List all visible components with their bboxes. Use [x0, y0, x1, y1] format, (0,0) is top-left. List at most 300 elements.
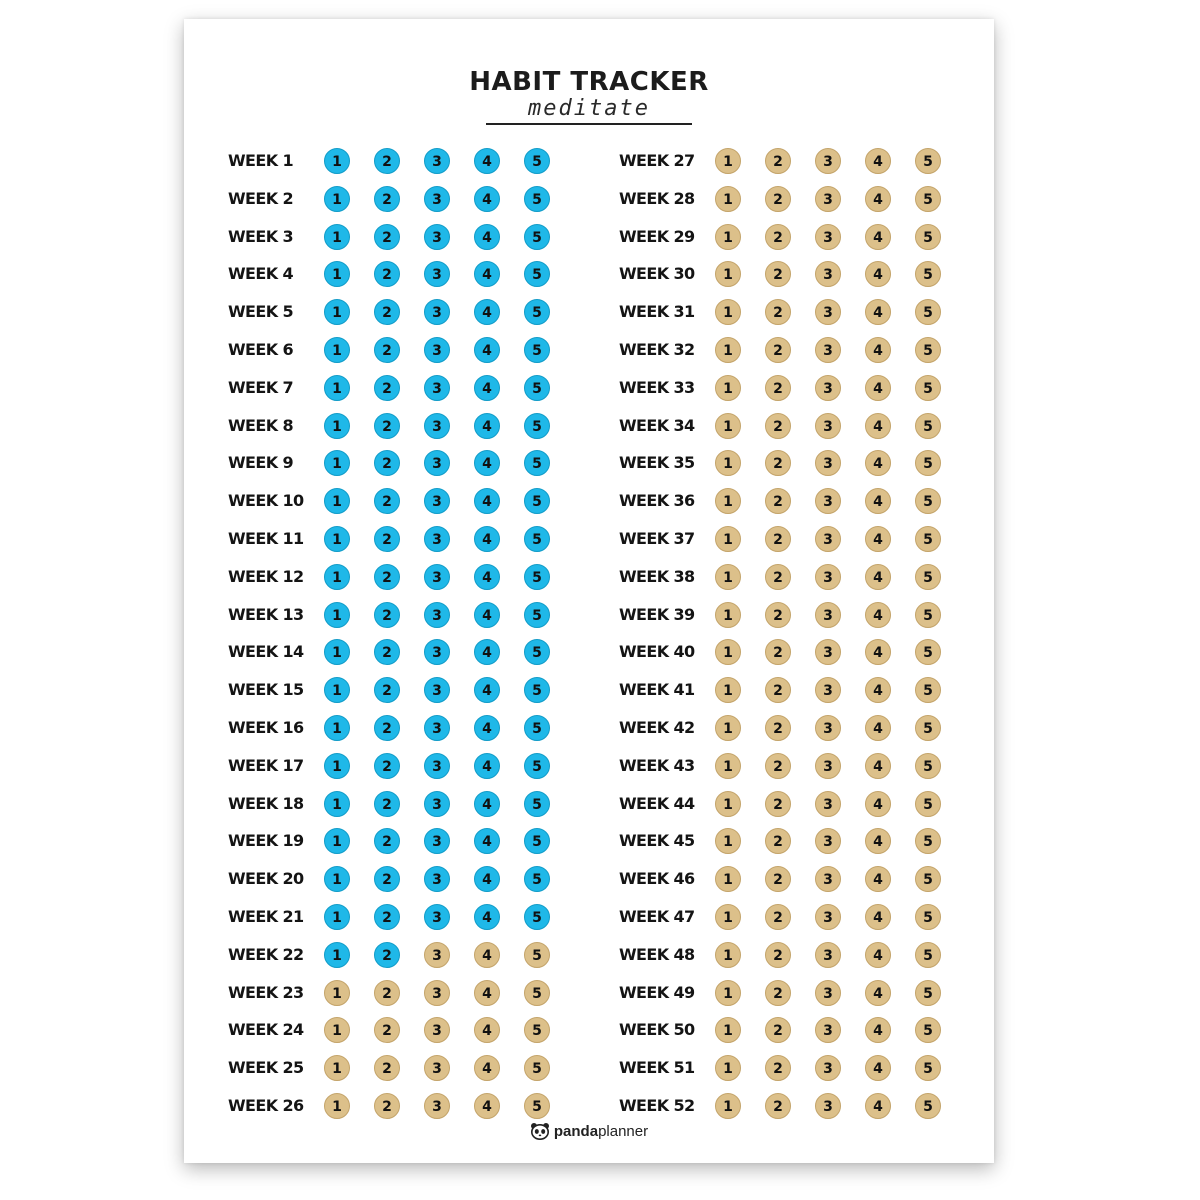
day-circle-completed[interactable]: 1 [324, 942, 350, 968]
day-circle-completed[interactable]: 2 [374, 564, 400, 590]
day-circle-pending[interactable]: 2 [765, 602, 791, 628]
week-row [619, 600, 959, 630]
day-circle-pending[interactable]: 4 [865, 866, 891, 892]
day-circle-completed[interactable]: 2 [374, 526, 400, 552]
day-circle-pending[interactable]: 3 [815, 980, 841, 1006]
day-circle-pending[interactable]: 4 [474, 942, 500, 968]
day-circle-completed[interactable]: 2 [374, 753, 400, 779]
day-circle-completed[interactable]: 1 [324, 488, 350, 514]
day-circle-completed[interactable]: 4 [474, 299, 500, 325]
day-circle-completed[interactable]: 1 [324, 413, 350, 439]
day-circle-completed[interactable]: 1 [324, 866, 350, 892]
day-circle-completed[interactable]: 5 [524, 186, 550, 212]
day-circle-completed[interactable]: 1 [324, 639, 350, 665]
day-circle-pending[interactable]: 5 [915, 791, 941, 817]
day-circle-completed[interactable]: 1 [324, 261, 350, 287]
day-circle-pending[interactable]: 5 [915, 602, 941, 628]
day-circle-pending[interactable]: 5 [915, 866, 941, 892]
day-circle-completed[interactable]: 1 [324, 224, 350, 250]
day-circle-pending[interactable]: 3 [815, 261, 841, 287]
page-title: HABIT TRACKER [469, 67, 709, 97]
day-circle-pending[interactable]: 1 [715, 186, 741, 212]
day-circle-pending[interactable]: 2 [374, 1017, 400, 1043]
day-circle-pending[interactable]: 4 [865, 980, 891, 1006]
day-circle-completed[interactable]: 2 [374, 791, 400, 817]
week-label: WEEK 39 [619, 604, 695, 624]
day-circle-completed[interactable]: 3 [424, 148, 450, 174]
day-circle-pending[interactable]: 4 [865, 715, 891, 741]
day-circle-completed[interactable]: 4 [474, 753, 500, 779]
day-circle-completed[interactable]: 4 [474, 413, 500, 439]
day-circle-completed[interactable]: 3 [424, 564, 450, 590]
day-circle-completed[interactable]: 5 [524, 299, 550, 325]
day-circle-completed[interactable]: 4 [474, 186, 500, 212]
day-circle-pending[interactable]: 3 [424, 1055, 450, 1081]
week-label: WEEK 1 [228, 151, 294, 170]
brand-name-bold: panda [553, 1123, 599, 1140]
day-circle-pending[interactable]: 4 [474, 1055, 500, 1081]
day-circle-pending[interactable]: 2 [765, 753, 791, 779]
day-circle-completed[interactable]: 1 [324, 299, 350, 325]
day-circle-pending[interactable]: 5 [915, 299, 941, 325]
day-circle-completed[interactable]: 2 [374, 677, 400, 703]
week-label: WEEK 24 [228, 1020, 304, 1040]
day-circle-completed[interactable]: 5 [524, 337, 550, 363]
day-circle-pending[interactable]: 5 [915, 942, 941, 968]
day-circle-pending[interactable]: 1 [715, 904, 741, 930]
week-label: WEEK 45 [619, 831, 695, 851]
day-circle-completed[interactable]: 5 [524, 564, 550, 590]
week-row [228, 146, 568, 176]
week-row [619, 146, 959, 176]
day-circle-completed[interactable]: 2 [374, 413, 400, 439]
day-circle-completed[interactable]: 1 [324, 753, 350, 779]
day-circle-completed[interactable]: 4 [474, 450, 500, 476]
day-circle-completed[interactable]: 4 [474, 791, 500, 817]
day-circle-completed[interactable]: 1 [324, 791, 350, 817]
day-circle-pending[interactable]: 5 [915, 261, 941, 287]
day-circle-pending[interactable]: 3 [815, 1055, 841, 1081]
day-circle-pending[interactable]: 1 [324, 1055, 350, 1081]
day-circle-completed[interactable]: 2 [374, 337, 400, 363]
day-circle-pending[interactable]: 4 [865, 450, 891, 476]
day-circle-completed[interactable]: 4 [474, 375, 500, 401]
day-circle-pending[interactable]: 5 [915, 450, 941, 476]
day-circle-pending[interactable]: 2 [765, 942, 791, 968]
day-circle-pending[interactable]: 2 [765, 261, 791, 287]
day-circle-pending[interactable]: 1 [324, 1093, 350, 1119]
day-circle-pending[interactable]: 4 [865, 753, 891, 779]
day-circle-pending[interactable]: 2 [765, 866, 791, 892]
day-circle-pending[interactable]: 3 [815, 602, 841, 628]
day-circle-completed[interactable]: 5 [524, 753, 550, 779]
day-circle-pending[interactable]: 4 [865, 261, 891, 287]
habit-name: meditate [486, 96, 692, 125]
day-circle-completed[interactable]: 1 [324, 828, 350, 854]
day-circle-pending[interactable]: 2 [765, 413, 791, 439]
day-circle-pending[interactable]: 3 [815, 904, 841, 930]
day-circle-completed[interactable]: 4 [474, 602, 500, 628]
day-circle-pending[interactable]: 1 [715, 866, 741, 892]
day-circle-pending[interactable]: 1 [715, 791, 741, 817]
day-circle-pending[interactable]: 2 [765, 791, 791, 817]
day-circle-pending[interactable]: 1 [715, 602, 741, 628]
day-circle-pending[interactable]: 3 [815, 866, 841, 892]
day-circle-pending[interactable]: 1 [715, 639, 741, 665]
day-circle-pending[interactable]: 3 [424, 1017, 450, 1043]
week-row [228, 411, 568, 441]
day-circle-pending[interactable]: 3 [815, 639, 841, 665]
day-circle-completed[interactable]: 5 [524, 677, 550, 703]
day-circle-pending[interactable]: 3 [815, 753, 841, 779]
week-row [228, 978, 568, 1008]
day-circle-completed[interactable]: 3 [424, 375, 450, 401]
day-circle-completed[interactable]: 4 [474, 639, 500, 665]
day-circle-pending[interactable]: 2 [374, 1093, 400, 1119]
day-circle-pending[interactable]: 5 [915, 753, 941, 779]
day-circle-pending[interactable]: 3 [815, 148, 841, 174]
day-circle-completed[interactable]: 3 [424, 261, 450, 287]
week-row [619, 826, 959, 856]
day-circle-completed[interactable]: 4 [474, 337, 500, 363]
day-circle-completed[interactable]: 1 [324, 715, 350, 741]
day-circle-completed[interactable]: 3 [424, 450, 450, 476]
week-row [619, 751, 959, 781]
day-circle-pending[interactable]: 3 [815, 224, 841, 250]
day-circle-completed[interactable]: 1 [324, 186, 350, 212]
day-circle-completed[interactable]: 3 [424, 866, 450, 892]
day-circle-completed[interactable]: 2 [374, 224, 400, 250]
day-circle-pending[interactable]: 1 [715, 224, 741, 250]
day-circle-pending[interactable]: 4 [865, 828, 891, 854]
day-circle-pending[interactable]: 1 [715, 715, 741, 741]
day-circle-completed[interactable]: 1 [324, 337, 350, 363]
day-circle-pending[interactable]: 2 [765, 715, 791, 741]
day-circle-pending[interactable]: 3 [815, 1093, 841, 1119]
week-row [619, 524, 959, 554]
week-row [619, 335, 959, 365]
week-row [619, 448, 959, 478]
day-circle-completed[interactable]: 4 [474, 677, 500, 703]
day-circle-pending[interactable]: 2 [765, 526, 791, 552]
day-circle-completed[interactable]: 2 [374, 639, 400, 665]
week-row [228, 713, 568, 743]
day-circle-completed[interactable]: 3 [424, 337, 450, 363]
day-circle-completed[interactable]: 5 [524, 791, 550, 817]
week-label: WEEK 28 [619, 188, 695, 208]
day-circle-pending[interactable]: 3 [815, 186, 841, 212]
day-circle-completed[interactable]: 1 [324, 450, 350, 476]
day-circle-pending[interactable]: 4 [865, 564, 891, 590]
day-circle-pending[interactable]: 2 [765, 1093, 791, 1119]
day-circle-pending[interactable]: 4 [865, 791, 891, 817]
day-circle-pending[interactable]: 5 [915, 980, 941, 1006]
week-label: WEEK 6 [228, 340, 294, 359]
day-circle-completed[interactable]: 1 [324, 148, 350, 174]
day-circle-completed[interactable]: 5 [524, 224, 550, 250]
day-circle-pending[interactable]: 4 [865, 413, 891, 439]
day-circle-completed[interactable]: 2 [374, 866, 400, 892]
day-circle-pending[interactable]: 2 [765, 148, 791, 174]
day-circle-completed[interactable]: 2 [374, 186, 400, 212]
day-circle-pending[interactable]: 1 [715, 564, 741, 590]
day-circle-completed[interactable]: 1 [324, 677, 350, 703]
day-circle-pending[interactable]: 1 [715, 677, 741, 703]
day-circle-pending[interactable]: 3 [815, 942, 841, 968]
day-circle-pending[interactable]: 3 [424, 1093, 450, 1119]
day-circle-pending[interactable]: 5 [915, 488, 941, 514]
day-circle-pending[interactable]: 5 [915, 1017, 941, 1043]
day-circle-completed[interactable]: 3 [424, 602, 450, 628]
day-circle-completed[interactable]: 5 [524, 639, 550, 665]
day-circle-pending[interactable]: 3 [815, 1017, 841, 1043]
week-label: WEEK 11 [228, 529, 304, 548]
day-circle-completed[interactable]: 1 [324, 375, 350, 401]
day-circle-pending[interactable]: 2 [765, 488, 791, 514]
day-circle-pending[interactable]: 5 [915, 148, 941, 174]
day-circle-pending[interactable]: 4 [865, 1093, 891, 1119]
day-circle-pending[interactable]: 2 [374, 1055, 400, 1081]
day-circle-pending[interactable]: 3 [815, 715, 841, 741]
day-circle-pending[interactable]: 5 [915, 413, 941, 439]
day-circle-pending[interactable]: 1 [715, 942, 741, 968]
day-circle-completed[interactable]: 2 [374, 828, 400, 854]
day-circle-pending[interactable]: 4 [865, 677, 891, 703]
day-circle-completed[interactable]: 5 [524, 526, 550, 552]
week-row [228, 864, 568, 894]
day-circle-pending[interactable]: 3 [815, 337, 841, 363]
day-circle-completed[interactable]: 4 [474, 866, 500, 892]
day-circle-pending[interactable]: 3 [815, 450, 841, 476]
day-circle-pending[interactable]: 3 [815, 413, 841, 439]
week-label: WEEK 27 [619, 151, 695, 170]
week-label: WEEK 43 [619, 755, 695, 775]
day-circle-pending[interactable]: 5 [915, 1093, 941, 1119]
day-circle-pending[interactable]: 1 [715, 148, 741, 174]
day-circle-completed[interactable]: 5 [524, 148, 550, 174]
day-circle-pending[interactable]: 3 [815, 488, 841, 514]
day-circle-completed[interactable]: 3 [424, 299, 450, 325]
day-circle-pending[interactable]: 3 [424, 942, 450, 968]
week-label: WEEK 15 [228, 680, 304, 700]
day-circle-completed[interactable]: 5 [524, 828, 550, 854]
week-label: WEEK 9 [228, 453, 294, 473]
day-circle-completed[interactable]: 3 [424, 904, 450, 930]
day-circle-pending[interactable]: 2 [765, 677, 791, 703]
day-circle-pending[interactable]: 3 [424, 980, 450, 1006]
day-circle-pending[interactable]: 2 [765, 639, 791, 665]
day-circle-completed[interactable]: 3 [424, 526, 450, 552]
day-circle-pending[interactable]: 5 [524, 1017, 550, 1043]
day-circle-pending[interactable]: 3 [815, 299, 841, 325]
day-circle-completed[interactable]: 4 [474, 224, 500, 250]
day-circle-pending[interactable]: 4 [865, 299, 891, 325]
day-circle-pending[interactable]: 2 [765, 1017, 791, 1043]
day-circle-completed[interactable]: 4 [474, 564, 500, 590]
day-circle-pending[interactable]: 5 [524, 1093, 550, 1119]
day-circle-pending[interactable]: 5 [524, 980, 550, 1006]
day-circle-completed[interactable]: 3 [424, 224, 450, 250]
day-circle-pending[interactable]: 4 [865, 375, 891, 401]
day-circle-pending[interactable]: 1 [715, 488, 741, 514]
day-circle-pending[interactable]: 4 [865, 148, 891, 174]
day-circle-completed[interactable]: 3 [424, 791, 450, 817]
day-circle-completed[interactable]: 3 [424, 715, 450, 741]
day-circle-pending[interactable]: 4 [474, 980, 500, 1006]
day-circle-completed[interactable]: 2 [374, 261, 400, 287]
day-circle-completed[interactable]: 2 [374, 299, 400, 325]
day-circle-pending[interactable]: 4 [865, 942, 891, 968]
day-circle-pending[interactable]: 2 [374, 980, 400, 1006]
day-circle-pending[interactable]: 5 [915, 186, 941, 212]
week-label: WEEK 2 [228, 188, 294, 208]
day-circle-pending[interactable]: 1 [715, 299, 741, 325]
day-circle-pending[interactable]: 2 [765, 375, 791, 401]
day-circle-completed[interactable]: 1 [324, 526, 350, 552]
day-circle-completed[interactable]: 2 [374, 715, 400, 741]
day-circle-pending[interactable]: 5 [915, 904, 941, 930]
day-circle-pending[interactable]: 5 [915, 828, 941, 854]
day-circle-completed[interactable]: 5 [524, 375, 550, 401]
day-circle-completed[interactable]: 2 [374, 488, 400, 514]
day-circle-completed[interactable]: 5 [524, 715, 550, 741]
day-circle-completed[interactable]: 4 [474, 526, 500, 552]
day-circle-completed[interactable]: 1 [324, 564, 350, 590]
week-label: WEEK 19 [228, 831, 304, 851]
day-circle-pending[interactable]: 4 [865, 1017, 891, 1043]
week-label: WEEK 32 [619, 340, 695, 359]
day-circle-pending[interactable]: 5 [915, 526, 941, 552]
week-row [619, 184, 959, 214]
day-circle-pending[interactable]: 1 [324, 980, 350, 1006]
day-circle-pending[interactable]: 1 [324, 1017, 350, 1043]
week-row [228, 902, 568, 932]
day-circle-pending[interactable]: 2 [765, 904, 791, 930]
day-circle-completed[interactable]: 3 [424, 677, 450, 703]
day-circle-pending[interactable]: 1 [715, 337, 741, 363]
day-circle-pending[interactable]: 1 [715, 753, 741, 779]
day-circle-completed[interactable]: 5 [524, 488, 550, 514]
day-circle-completed[interactable]: 2 [374, 942, 400, 968]
day-circle-pending[interactable]: 4 [865, 337, 891, 363]
day-circle-pending[interactable]: 1 [715, 450, 741, 476]
day-circle-completed[interactable]: 5 [524, 904, 550, 930]
day-circle-pending[interactable]: 4 [865, 224, 891, 250]
day-circle-pending[interactable]: 5 [915, 375, 941, 401]
day-circle-pending[interactable]: 5 [915, 564, 941, 590]
week-row [619, 902, 959, 932]
day-circle-completed[interactable]: 4 [474, 148, 500, 174]
day-circle-completed[interactable]: 2 [374, 148, 400, 174]
day-circle-pending[interactable]: 2 [765, 337, 791, 363]
day-circle-pending[interactable]: 5 [915, 639, 941, 665]
day-circle-completed[interactable]: 5 [524, 413, 550, 439]
day-circle-pending[interactable]: 3 [815, 828, 841, 854]
day-circle-pending[interactable]: 2 [765, 224, 791, 250]
day-circle-pending[interactable]: 5 [915, 224, 941, 250]
week-row [619, 940, 959, 970]
day-circle-pending[interactable]: 5 [524, 1055, 550, 1081]
day-circle-completed[interactable]: 2 [374, 450, 400, 476]
day-circle-pending[interactable]: 3 [815, 526, 841, 552]
day-circle-pending[interactable]: 2 [765, 450, 791, 476]
day-circle-completed[interactable]: 3 [424, 639, 450, 665]
day-circle-pending[interactable]: 4 [474, 1017, 500, 1043]
day-circle-completed[interactable]: 5 [524, 602, 550, 628]
day-circle-pending[interactable]: 1 [715, 1055, 741, 1081]
day-circle-pending[interactable]: 1 [715, 1017, 741, 1043]
day-circle-pending[interactable]: 5 [915, 715, 941, 741]
day-circle-pending[interactable]: 2 [765, 828, 791, 854]
day-circle-pending[interactable]: 5 [524, 942, 550, 968]
day-circle-pending[interactable]: 5 [915, 677, 941, 703]
day-circle-pending[interactable]: 2 [765, 1055, 791, 1081]
day-circle-pending[interactable]: 1 [715, 261, 741, 287]
day-circle-completed[interactable]: 5 [524, 261, 550, 287]
day-circle-pending[interactable]: 1 [715, 828, 741, 854]
week-row [228, 335, 568, 365]
day-circle-pending[interactable]: 3 [815, 375, 841, 401]
week-row [228, 789, 568, 819]
week-label: WEEK 25 [228, 1058, 304, 1078]
day-circle-pending[interactable]: 1 [715, 526, 741, 552]
day-circle-completed[interactable]: 4 [474, 488, 500, 514]
day-circle-pending[interactable]: 1 [715, 375, 741, 401]
day-circle-pending[interactable]: 4 [865, 602, 891, 628]
day-circle-pending[interactable]: 2 [765, 299, 791, 325]
day-circle-completed[interactable]: 2 [374, 602, 400, 628]
day-circle-pending[interactable]: 5 [915, 337, 941, 363]
day-circle-completed[interactable]: 4 [474, 904, 500, 930]
week-label: WEEK 40 [619, 642, 695, 662]
day-circle-pending[interactable]: 1 [715, 1093, 741, 1119]
day-circle-completed[interactable]: 3 [424, 488, 450, 514]
day-circle-pending[interactable]: 1 [715, 413, 741, 439]
day-circle-pending[interactable]: 2 [765, 564, 791, 590]
day-circle-pending[interactable]: 3 [815, 564, 841, 590]
day-circle-completed[interactable]: 1 [324, 904, 350, 930]
day-circle-pending[interactable]: 1 [715, 980, 741, 1006]
day-circle-completed[interactable]: 3 [424, 828, 450, 854]
day-circle-completed[interactable]: 3 [424, 186, 450, 212]
day-circle-pending[interactable]: 4 [474, 1093, 500, 1119]
day-circle-completed[interactable]: 2 [374, 375, 400, 401]
week-label: WEEK 5 [228, 302, 294, 322]
day-circle-pending[interactable]: 5 [915, 1055, 941, 1081]
day-circle-completed[interactable]: 2 [374, 904, 400, 930]
day-circle-pending[interactable]: 4 [865, 488, 891, 514]
day-circle-completed[interactable]: 5 [524, 866, 550, 892]
day-circle-pending[interactable]: 4 [865, 1055, 891, 1081]
day-circle-completed[interactable]: 4 [474, 715, 500, 741]
day-circle-completed[interactable]: 3 [424, 753, 450, 779]
day-circle-pending[interactable]: 4 [865, 904, 891, 930]
day-circle-completed[interactable]: 5 [524, 450, 550, 476]
day-circle-completed[interactable]: 3 [424, 413, 450, 439]
day-circle-pending[interactable]: 4 [865, 639, 891, 665]
day-circle-completed[interactable]: 4 [474, 828, 500, 854]
day-circle-pending[interactable]: 4 [865, 526, 891, 552]
day-circle-pending[interactable]: 3 [815, 791, 841, 817]
day-circle-pending[interactable]: 2 [765, 980, 791, 1006]
day-circle-pending[interactable]: 4 [865, 186, 891, 212]
day-circle-pending[interactable]: 3 [815, 677, 841, 703]
day-circle-pending[interactable]: 2 [765, 186, 791, 212]
week-label: WEEK 26 [228, 1096, 304, 1115]
day-circle-completed[interactable]: 4 [474, 261, 500, 287]
week-row [228, 826, 568, 856]
day-circle-completed[interactable]: 1 [324, 602, 350, 628]
